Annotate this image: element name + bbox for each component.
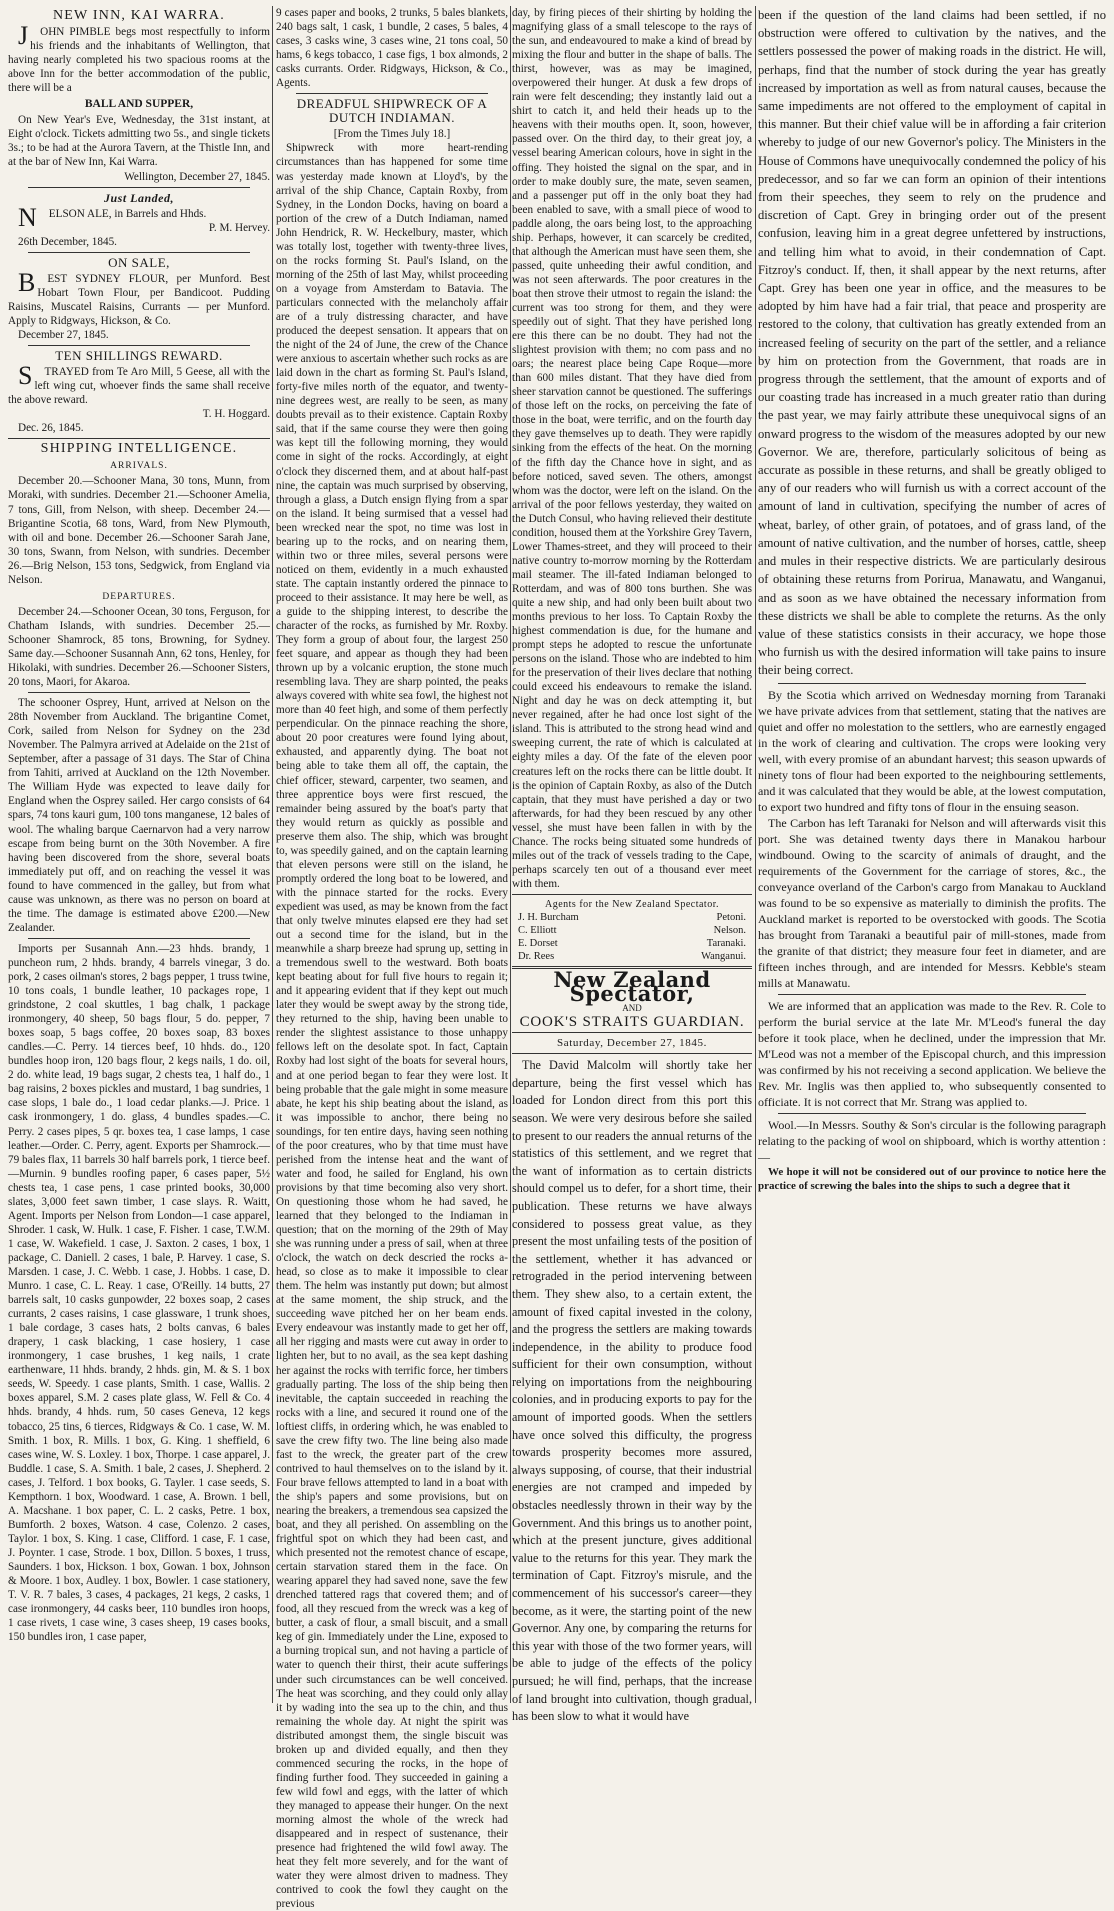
column-2	[276, 6, 508, 1911]
divider	[28, 692, 250, 693]
agent-row	[512, 937, 752, 950]
flour-ad-date: December 27, 1845.	[18, 328, 109, 341]
agent-place: Wanganui.	[701, 950, 746, 962]
agent-place: Petoni.	[716, 911, 746, 923]
column-1	[8, 6, 270, 1703]
wool-news: Wool.—In Messrs. Southy & Son's circular is the following paragraph relating to the packing of wool on shipboard, which is worthy attention :—	[758, 1117, 1106, 1164]
divider	[778, 683, 1086, 684]
departures-list: December 24.—Schooner Ocean, 30 tons, Ferguson, for Chatham Islands, with sundries. December 25.—Schooner Shamrock, 85 tons, Browning, for Sydney. Same day.—Schooner Susannah Ann, 62 tons, Henley, for Hikolaki, with sundries. December 26.—Schooner Sisters, 20 tons, Maori, for Akaroa.	[8, 605, 270, 689]
agent-name: Dr. Rees	[518, 950, 555, 962]
agent-name: C. Elliott	[518, 924, 557, 936]
arrivals-list: December 20.—Schooner Mana, 30 tons, Munn, from Moraki, with sundries. December 21.—Schooner Amelia, 7 tons, Gill, from Nelson, with sheep. December 24.—Brigantine Scotia, 68 tons, Ward, from New Plymouth, with oil and bone. December 26.—Schooner Sarah Jane, 30 tons, Swann, from Nelson, with sundries. December 26.—Brig Nelson, 153 tons, Sedgwick, from England via Nelson.	[8, 475, 270, 586]
divider	[28, 252, 250, 253]
shipwreck-heading: DREADFUL SHIPWRECK OF A DUTCH INDIAMAN.	[296, 96, 488, 126]
agents-box	[512, 898, 752, 963]
nelson-ale-signature: P. M. Hervey.	[208, 221, 270, 234]
divider	[778, 1113, 1086, 1114]
new-inn-body: JOHN PIMBLE begs most respectfully to inform his friends and the inhabitants of Wellington, that having nearly completed his two spacious rooms at the above Inn for the better accommodation of the public, there will be a	[8, 21, 270, 95]
divider	[28, 938, 250, 939]
agent-place: Taranaki.	[706, 937, 746, 949]
divider	[512, 1032, 752, 1033]
masthead-subtitle: COOK'S STRAITS GUARDIAN.	[519, 1014, 745, 1031]
divider	[512, 894, 752, 895]
masthead-and: AND	[622, 1003, 642, 1014]
agent-row	[512, 924, 752, 937]
column-rule	[272, 6, 273, 1703]
departures-label: DEPARTURES.	[102, 591, 176, 602]
agent-row	[512, 950, 752, 963]
column-rule	[510, 6, 511, 1703]
shipwreck-source: [From the Times July 18.]	[333, 128, 451, 141]
agent-row	[512, 911, 752, 924]
shipping-heading: SHIPPING INTELLIGENCE.	[40, 441, 238, 457]
issue-date: Saturday, December 27, 1845.	[557, 1037, 707, 1050]
nelson-ale-body: NELSON ALE, in Barrels and Hhds.	[18, 202, 207, 232]
divider	[28, 187, 250, 188]
carbon-news: The Carbon has left Taranaki for Nelson and will afterwards visit this port. She was detained twenty days there in Manakou harbour windbound. Owing to the scarcity of animals of draught, and the requirements of the Government for the carriage of stores, &c., the conveyance overland of the Carbon's cargo from Manakau to Auckland was found to be so expensive as materially to diminish the profits. The Auckland market is reported to be overstocked with goods. The Scotia has brought from Taranaki a beautiful pair of mill-stones, made from the granite of that district; they measure four feet in diameter, and are fifteen inches through, and are intended for Messrs. Kebble's steam mills at Manawatu.	[758, 815, 1106, 990]
masthead-title: New Zealand Spectator,	[553, 966, 711, 1006]
imports-exports: Imports per Susannah Ann.—23 hhds. brandy, 1 puncheon rum, 2 hhds. brandy, 4 barrels vinegar, 3 do. pork, 2 cases oilman's stores, 2 bags pepper, 1 truss twine, 10 tons coals, 1 bundle leather, 10 packages rope, 1 grindstone, 2 coal skuttles, 1 bag chalk, 1 package ironmongery, 40 sheep, 50 bags flour, 5 do. pepper, 7 boxes soap, 5 bags coffee, 20 boxes soap, 83 boxes candles.—C. Perry. 14 tierces beef, 10 hhds. do., 120 bundles hoop iron, 120 bags flour, 2 kegs nails, 1 do. oil, 2 do. white lead, 19 bags sugar, 2 chests tea, 1 half do., 1 bag raisins, 2 boxes pickles and mustard, 1 bag sundries, 1 case slops, 1 bale do., 1 load cedar planks.—J. Price. 1 cask ironmongery, 1 do. glass, 4 bundles spades.—C. Perry. 2 cases pipes, 5 qr. boxes tea, 1 case lamps, 1 case leather.—Order. C. Perry, agent. Exports per Shamrock.—79 bales flax, 11 barrels 30 half barrels pork, 1 tierce beef.—Murnin. 9 bundles roofing paper, 6 cases paper, 5½ chests tea, 1 case pens, 1 case printed books, 30,000 slates, 3,000 feet sawn timber, 1 case slays. R. Waitt, Agent. Imports per Nelson from London—1 case apparel, Shroder. 1 cask, W. Hulk. 1 case, F. Fisher. 1 case, T.W.M. 1 case, W. Wakefield. 1 case, J. Saxton. 2 cases, 1 box, 1 package, C. Daniell. 2 cases, 1 bale, P. Harvey. 1 case, S. Marsden. 1 case, J. C. Webb. 1 case, J. Hobbs. 1 case, D. Munro. 1 case, C. L. Reay. 1 case, O'Reilly. 14 butts, 27 barrels salt, 10 casks gunpowder, 22 boxes soap, 2 cases currants, 2 cases raisins, 1 case glassware, 1 trunk shoes, 1 bale cordage, 3 cases hats, 2 bolts canvas, 6 bales drapery, 1 cask blacking, 1 case hosiery, 1 case ironmongery, 1 case brushes, 1 keg nails, 1 crate earthenware, 11 hhds. brandy, 2 hhds. gin, M. & S. 1 box seeds, W. Speedy. 1 case plants, Smith. 1 case, Wallis. 2 boxes apparel, S.M. 2 cases plate glass, W. Fell & Co. 4 hhds. brandy, 4 hhds. rum, 50 cases Geneva, 12 kegs tobacco, 25 tins, 6 tierces, Ridgways & Co. 1 case, W. M. Smith. 1 box, R. Mills. 1 box, G. King. 1 sheffield, 6 cases wine, W. S. Loxley. 1 box, Thorpe. 1 case apparel, J. Buddle. 1 case, S. A. Smith. 1 bale, 2 cases, J. Shepherd. 2 cases, J. Telford. 1 box books, G. Tayler. 1 case seeds, S. Kempthorn. 1 box, Woodward. 1 case, A. Brown. 1 bell, A. Macshane. 1 box paper, C. L. 2 casks, Petre. 1 box, Bumforth. 2 boxes, Watson. 4 case, Colenzo. 2 cases, Taylor. 1 box, S. King. 1 case, Clifford. 1 case, F. 1 case, J. Poynter. 1 case, Strode. 1 box, Dillon. 5 boxes, 1 truss, Saunders. 1 box, Hickson. 1 box, Gowan. 1 box, Johnson & Moore. 1 box, Audley. 1 box, Bowler. 1 case stationery, T. V. R. 7 bales, 3 cases, 4 packages, 21 kegs, 2 casks, 1 case ironmongery, 44 casks beer, 110 bundles iron hoops, 1 case rivets, 1 case wine, 3 cases sheep, 19 cases books, 150 bundles iron, 1 case paper,	[8, 942, 270, 1644]
divider	[512, 1053, 752, 1054]
shipwreck-continued: day, by firing pieces of their shirting by holding the magnifying glass of a small telescope to the rays of the sun, and endeavoured to make a kind of bread by mixing the flour and butter in the shape of balls. The thirst, however, was as may be imagined, overpowered their hunger. At dusk a few drops of rain were felt descending; they instantly laid out a shirt to catch it, and held their heads up to the heavens with their mouths open. It, soon, however, passed over. On the third day, to their great joy, a vessel bearing American colours, hove in sight in the offing. They hoisted the signal on the spar, and in order to make doubly sure, the mate, seven seamen, and a passenger put off in the only boat they had been enabled to save, with a small piece of wood to paddle along, the oars being lost, to the approaching ship. Perhaps, however, it can scarcely be credited, that although the American must have seen them, she passed, quite unheeding their awful condition, and was not seen afterwards. The poor creatures in the boat then strove their utmost to regain the island: the current was too strong for them, and they were speedily out of sight. That they have perished long ere this there can be no doubt. They had not the slightest provision with them; no com pass and no oars; the nearest place being Cape Roque—more than 600 miles distant. That they have died from sheer starvation cannot be questioned. The sufferings of those left on the rocks, on perceiving the fate of those in the boat, were terrific, and on the fourth day they gave themselves up to death. They were rapidly sinking from the effects of the heat. On the morning of the fifth day the Chance hove in sight, and as before noticed, saved seven. The others, amongst whom was the doctor, were left on the island. On the arrival of the poor fellows yesterday, they waited on the Dutch Consul, who having relieved their destitute condition, housed them at the Yorkshire Grey Tavern, Lower Thames-street, and they will proceed to their native country to-morrow morning by the Rotterdam mail steamer. The ill-fated Indiaman belonged to Rotterdam, and was of 800 tons burthen. She was quite a new ship, and had only been built about two months previous to her loss. To Captain Roxby the highest commendation is due, for the humane and prompt steps he adopted to rescue the unfortunate persons on the island. Those who are indebted to him for the preservation of their lives declare that nothing could exceed his endeavours to remake the island. Night and day he was on deck attempting it, but never regained, after he had once lost sight of the island. This is attributed to the strong head wind and sweeping current, the rate of which is calculated at eighty miles a day. Of the fate of the eleven poor creatures left on the rocks there can be little doubt. It is the opinion of Captain Roxby, as also of the Dutch captain, that they must have perished a day or two afterwards, for had they been rescued by any other vessel, she must have been fallen in with by the Chance. The rocks being situated some hundreds of miles out of the track of vessels trading to the Cape, perhaps scarcely ten out of a thousand ever meet with them.	[512, 7, 752, 890]
new-inn-body-2: On New Year's Eve, Wednesday, the 31st instant, at Eight o'clock. Tickets admitting two 5s., and single tickets 3s.; to be had at the Aurora Tavern, at the Thistle Inn, and at the bar of New Inn, Kai Warra.	[8, 114, 270, 169]
reward-body: STRAYED from Te Aro Mill, 5 Geese, all with the left wing cut, whoever finds the same shall receive the above reward.	[8, 361, 270, 407]
funeral-news: We are informed that an application was made to the Rev. R. Cole to perform the burial service at the late Mr. M'Leod's funeral the day before it took place, when he declined, under the impression that Mr. M'Leod was not a member of the Episcopal church, and this impression was confirmed by his not receiving a second application. We believe the Rev. Mr. Inglis was then applied to, who subsequently consented to officiate. It is not correct that Mr. Strang was applied to.	[758, 998, 1106, 1109]
divider	[296, 93, 488, 94]
new-inn-heading: NEW INN, KAI WARRA.	[53, 8, 225, 23]
wool-quote: We hope it will not be considered out of our province to notice here the practice of screwing the bales into the ships to such a degree that it	[758, 1165, 1106, 1192]
column-rule	[755, 6, 756, 1703]
agents-heading: Agents for the New Zealand Spectator.	[544, 898, 719, 910]
column-4	[758, 6, 1106, 1703]
on-sale-heading: ON SALE,	[108, 254, 170, 270]
new-inn-date: Wellington, December 27, 1845.	[124, 170, 270, 183]
reward-date: Dec. 26, 1845.	[18, 422, 84, 435]
divider	[28, 345, 250, 346]
imports-continued: 9 cases paper and books, 2 trunks, 5 bales blankets, 240 bags salt, 1 cask, 1 bundle, 2 cases, 5 bales, 4 cases, 3 casks wine, 3 cases wine, 21 tons coal, 50 hams, 6 kegs tobacco, 1 case figs, 1 box almonds, 2 casks currants. Order. Ridgways, Hickson, & Co., Agents.	[276, 7, 508, 90]
reward-signature: T. H. Hoggard.	[202, 408, 270, 421]
agent-place: Nelson.	[713, 924, 746, 936]
agent-name: J. H. Burcham	[518, 911, 579, 923]
agent-name: E. Dorset	[518, 937, 558, 949]
divider	[778, 994, 1086, 995]
ball-supper-heading: BALL AND SUPPER,	[84, 98, 194, 111]
scotia-news: By the Scotia which arrived on Wednesday morning from Taranaki we have private advices from that settlement, stating that the natives are quiet and offer no molestation to the settlers, who are earnestly engaged in the work of clearing and cultivation. The crops were looking very well, with every promise of an abundant harvest; this season upwards of ninety tons of flour had been exported to the neighbouring settlements, and it was calculated that they would be able, at the lowest computation, to export two hundred and fifty tons of flour in the ensuing season.	[758, 687, 1106, 814]
divider	[8, 438, 270, 439]
column-3	[512, 6, 752, 1724]
just-landed-heading: Just Landed,	[103, 190, 174, 205]
arrivals-label: ARRIVALS.	[110, 461, 168, 472]
shipping-news: The schooner Osprey, Hunt, arrived at Nelson on the 28th November from Auckland. The brigantine Comet, Cork, sailed from Nelson for Sydney on the 23d November. The Palmyra arrived at Adelaide on the 21st of September, after a passage of 31 days. The Star of China from Tahiti, arrived at Auckland on the 12th November. The William Hyde was expected to leave daily for England when the Osprey sailed. Her cargo consists of 64 spars, 74 tons kauri gum, 100 tons manganese, 12 bales of wool. The whaling barque Caernarvon had a very narrow escape from being burnt on the 30th November. A fire having been discovered from the shore, several boats immediately put off, and on reaching the vessel it was found to have commenced in the galley, but from what cause was unknown, as there was no person on board at the time. The damage is estimated above £200.—New Zealander.	[8, 697, 270, 934]
shipwreck-body: Shipwreck with more heart-rending circumstances than has happened for some time was yesterday made known at Lloyd's, by the arrival of the ship Chance, Captain Roxby, from Sydney, in the London Docks, having on board a portion of the crew of a Dutch Indiaman, named John Hendrick, R. W. Heckelbury, master, which was totally lost, together with twenty-three lives, on the rocks forming St. Paul's Island, on the morning of the 25th of last May, whilst proceeding on a voyage from Amsterdam to Batavia. The particulars connected with the melancholy affair are of a truly distressing character, and have produced the deepest sensation. It appears that on the night of the 24 of June, the crew of the Chance were anxious to ascertain whether such rocks as are laid down in the chart as forming St. Paul's Island, forty-five miles north of the equator, and twenty-nine degrees west, are really to be seen, as many doubts prevail as to their existence. Captain Roxby said, that if the same course they were then going was kept till the following morning, they would come in sight of the rocks. Accordingly, at eight o'clock they discerned them, and at about half-past nine, the captain was much surprised by observing, through a glass, a Dutch ensign flying from a spar on the island. It being surmised that a vessel had been wrecked near the spot, no time was lost in bearing up to the rocks, and on nearing them, within two or three miles, several persons were noticed on them, evidently in a much exhausted state. The captain instantly ordered the pinnace to proceed to their assistance. It may here be well, as a guide to the shipping interest, to describe the character of the rocks, as furnished by Mr. Roxby. They form a group of about four, the largest 250 feet square, and appear as though they had been thrown up by a volcanic eruption, the stone much resembling lava. They are sharp pointed, the peaks always covered with white sea fowl, the highest not more than 40 feet high, and some of them perfectly perpendicular. On the pinnace reaching the shore, about 20 poor creatures were found lying about, exhausted, and apparently dying. The boat not being able to take them all off, the captain, the chief officer, steward, carpenter, two seamen, and three apprentice boys were first rescued, the remainder being assured by the boat's party that they would return as quickly as possible and preserve them also. The ship, which was brought to, was speedily gained, and on the captain learning that eleven persons were still on the island, he promptly ordered the long boat to be lowered, and with the pinnace started for the rocks. Every expedient was used, as may be known from the fact that only twelve minutes elapsed ere they had set out a second time for the island, but in the meanwhile a sharp breeze had sprung up, setting in a tremendous swell to the westward. Both boats kept beating about for full five hours to regain it; and it appearing evident that if they kept out much later they would be swept away by the strong tide, they returned to the ship, having been unable to render the slightest assistance to those unhappy fellows left on the desolate spot. In fact, Captain Roxby had lost sight of the boats for several hours, and at one period began to fear they were lost. It being probable that the gale might in some measure abate, he kept his ship beating about the island, as it was impossible to anchor, there being no soundings, for ten entire days, having seen nothing of the poor creatures, who by that time must have perished from the intense heat and the want of water and food, he sailed for England, his own provisions by that time becoming also very short. On questioning those whom he had saved, he learned that they belonged to the Indiaman in question; that on the morning of the 29th of May she was running under a press of sail, when at three o'clock, the watch on deck descried the rocks a-head, so close as to make it impossible to clear them. The helm was instantly put down; but almost at the same moment, the ship struck, and the succeeding wave pitched her on her beam ends. Every endeavour was instantly made to get her off, all her rigging and masts were cut away in order to lighten her, but to no avail, as the sea kept dashing her against the rocks with terrific force, her timbers gradually parting. The loss of the ship being then inevitable, the captain succeeded in reaching the rocks with a line, and secured it round one of the loftiest cliffs, in ordering which, he was enabled to save the crew fifty two. The line being also made fast to the wreck, the greater part of the crew contrived to haul themselves on to the island by it. Four brave fellows attempted to land in a boat with the ship's papers and some provisions, but on nearing the breakers, a tremendous sea capsized the boat, and they all perished. On assembling on the frightful spot on which they had been cast, and which presented not the remotest chance of escape, certain starvation stared them in the face. On wearing apparel they had saved none, save the few drenched tattered rags that covered them; and of food, all they rescued from the wreck was a keg of butter, a cask of flour, a small biscuit, and a small keg of gin. Immediately under the Line, exposed to a burning tropical sun, and not having a particle of water to quench their thirst, their acute sufferings under such circumstances can be well conceived. The heat was scorching, and they could only allay it by wading into the sea up to the chin, and thus remaining the whole day. At night the spirit was distributed amongst them, the single biscuit was broken up and divided equally, and then they commenced securing the rocks, in the hope of finding further food. They succeeded in gaining a few wild fowl and eggs, with the latter of which they managed to appease their hunger. On the next morning almost the whole of the wreck had disappeared and in respect of sustenance, their presence had frightened the wild fowl away. The heat they felt more severely, and for the want of water they were almost driven to madness. They contrived to cook the fowl they caught on the previous	[276, 142, 508, 1911]
reward-heading: TEN SHILLINGS REWARD.	[55, 348, 223, 364]
editorial-lead: The David Malcolm will shortly take her departure, being the first vessel which has loaded for London direct from this port this season. We were very desirous before she sailed to present to our readers the annual returns of the statistics of this settlement, and we regret that the want of information as to certain districts should compel us to defer, for a short time, their publication. These returns we have always considered to possess great value, as they present the most unfailing tests of the position of the settlement, whether it has advanced or retrograded in the period intervening between them. They shew also, to a certain extent, the amount of fixed capital invested in the colony, and the progress the settlers are making towards independence, in the ability to produce food sufficient for their own consumption, without relying on importations from the neighbouring colonies, and in producing exports to pay for the amount of imported goods. When the settlers have once solved this difficulty, the progress towards prosperity becomes more assured, always supposing, of course, that their industrial energies are not cramped and impeded by obstacles needlessly thrown in their way by the Government. And this brings us to another point, which at the present juncture, gives additional value to the returns for this year. They mark the termination of Capt. Fitzroy's misrule, and the commencement of his successor's career—they become, as it were, the starting point of the new Governor. Any one, by comparing the returns for this year with those of the two former years, will be able to judge of the effects of the policy pursued; he will find, perhaps, that the increase of land brought into cultivation, though gradual, has been slow to what it would have	[512, 1058, 752, 1724]
nelson-ale-date: 26th December, 1845.	[18, 235, 117, 248]
flour-ad-body: BEST SYDNEY FLOUR, per Munford. Best Hobart Town Flour, per Bandicoot. Pudding Raisins, Muscatel Raisins, Currants — per Munford. Apply to Ridgways, Hickson, & Co.	[8, 267, 270, 327]
editorial-continued: been if the question of the land claims had been settled, if no obstruction were offered to cultivation by the natives, and the settlers possessed the power of making roads in the district. He will, perhaps, find that the number of stock during the year has greatly increased by importation as well as from natural causes, because the same impediments are not offered to the employment of capital in this manner. But their chief value will be in affording a fair criterion whereby to judge of our new Governor's policy. The Ministers in the House of Commons have unequivocally condemned the policy of his predecessor, and so far we can form an opinion of their intentions from their speeches, they seem to rely on the prudence and discretion of Capt. Grey in bringing order out of the present confusion, leaving him in a great degree unfettered by instructions, and telling him what to avoid, in their condemnation of Capt. Fitzroy's conduct. If, then, it shall appear by the next returns, after Capt. Grey has been one year in office, and the measures to be adopted by him have had a fair trial, that peace and prosperity are restored to the colony, that cultivation has greatly extended from an increased feeling of security on the part of the settler, and a reliance by him on protection from the Government, that roads are in progress through the settlement, that the amount of exports and of our coasting trade has increased in a much greater ratio than during the past year, we may fairly attribute these unequivocal signs of an onward progress to the wisdom of the measures adopted by our new Governor. We are, therefore, particularly solicitous of being as accurate as possible in these returns, and shall be greatly obliged to any of our readers who will furnish us with a correct account of the amount of land in cultivation, specifying the number of acres of wheat, barley, of other grain, of potatoes, and of grass land, of the amount of native cultivation, and the number of horses, cattle, sheep and mules in their respective districts. We are particularly desirous of obtaining these returns from Porirua, Manawatu, and Wanganui, and as soon as we have obtained the necessary information from these districts we shall be able to complete the returns. As the only value of these statistics consists in their accuracy, we hope those who furnish us with the desired information will take pains to insure their being correct.	[758, 8, 1107, 678]
